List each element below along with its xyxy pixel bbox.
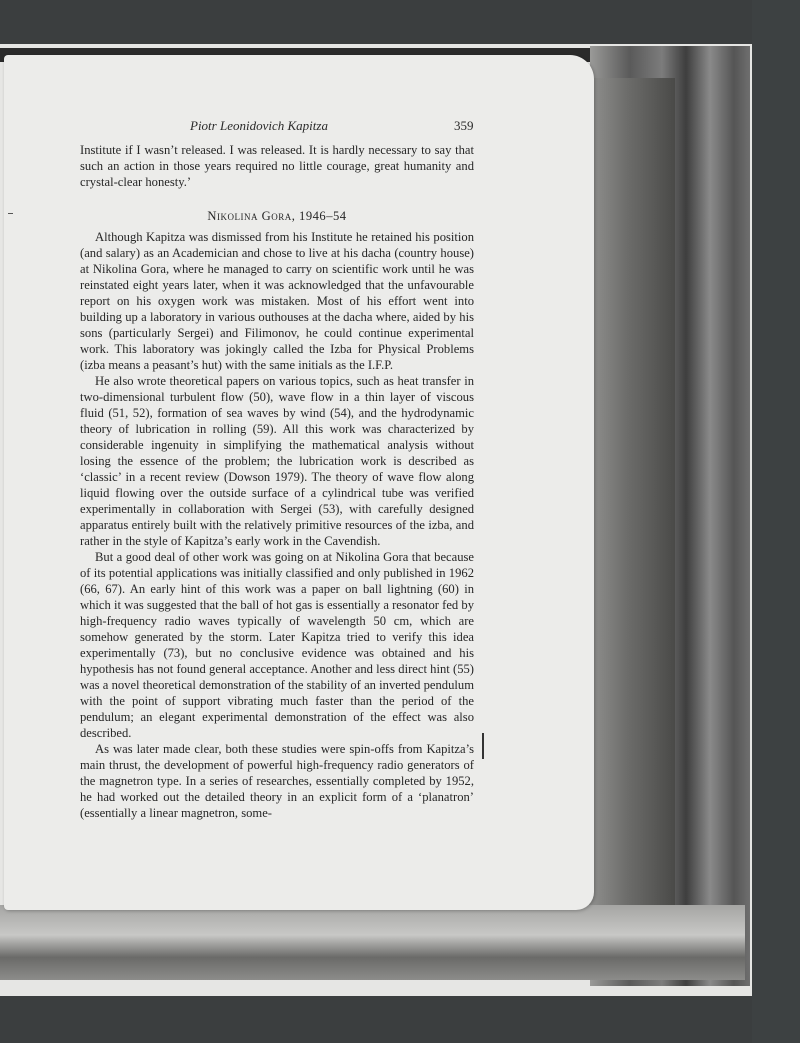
scan-bottom-shadow [0,905,745,980]
paragraph: Although Kapitza was dismissed from his Institute he retained his position (and salary) as an Academician and chose to live at his dacha (country house) at Nikolina Gora, where he managed to carry on scientific work until he was reinstated eight years later, when it was acknowledged that the unfavourable report on his oxygen work was mistaken. Most of his effort went into building up a laboratory in various outhouses at the dacha where, aided by his sons (particularly Sergei) and Filimonov, he could continue experimental work. This laboratory was jokingly called the Izba for Physical Problems (izba means a peasant’s hut) with the same initials as the I.F.P. [80,230,474,372]
running-head [0,118,800,134]
paragraph: But a good deal of other work was going on at Nikolina Gora that because of its potential applications was initially classified and only published in 1962 (66, 67). An early hint of this work was a paper on ball lightning (60) in which it was suggested that the ball of hot gas is essentially a resonator fed by high-frequency radio waves typically of wavelength 50 cm, which are somehow generated by the storm. Later Kapitza tried to verify this idea experimentally (73), but no conclusive evidence was obtained and his hypothesis has not found general acceptance. Another and less direct hint (55) was a novel theoretical demonstration of the stability of an inverted pendulum with the point of support vibrating much faster than the period of the pendulum; an elegant experimental demonstration of the effect was also described. [80,550,474,740]
page-number: 359 [454,118,474,133]
margin-change-bar [482,733,484,759]
paragraph: Institute if I wasn’t released. I was released. It is hardly necessary to say that such an action in those years required no little courage, great humanity and crystal-clear honesty.’ [80,143,474,189]
paragraph: As was later made clear, both these studies were spin-offs from Kapitza’s main thrust, the development of powerful high-frequency radio generators of the magnetron type. In a series of researches, essentially completed by 1952, he had worked out the detailed theory in an explicit form of a ‘planatron’ (essentially a linear magnetron, some- [80,742,474,820]
margin-tick [8,213,13,214]
paragraph: He also wrote theoretical papers on various topics, such as heat transfer in two-dimensional turbulent flow (50), wave flow in a thin layer of viscous fluid (51, 52), formation of sea waves by wind (54), and the hydrodynamic theory of lubrication in rolling (59). All this work was characterized by considerable ingenuity in simplifying the mathematical analysis without losing the essence of the problem; the lubrication work is described as ‘classic’ in a recent review (Dowson 1979). The theory of wave flow along liquid flowing over the outside surface of a cylindrical tube was verified experimentally in collaboration with Sergei (53), with carefully designed apparatus entirely built with the relatively primitive resources of the izba, and rather in the style of Kapitza’s early work in the Cavendish. [80,374,474,548]
background-strip [752,0,800,1043]
body-text [80,142,474,821]
section-heading: Nikolina Gora, 1946–54 [207,209,347,223]
running-head-title: Piotr Leonidovich Kapitza [190,118,328,133]
